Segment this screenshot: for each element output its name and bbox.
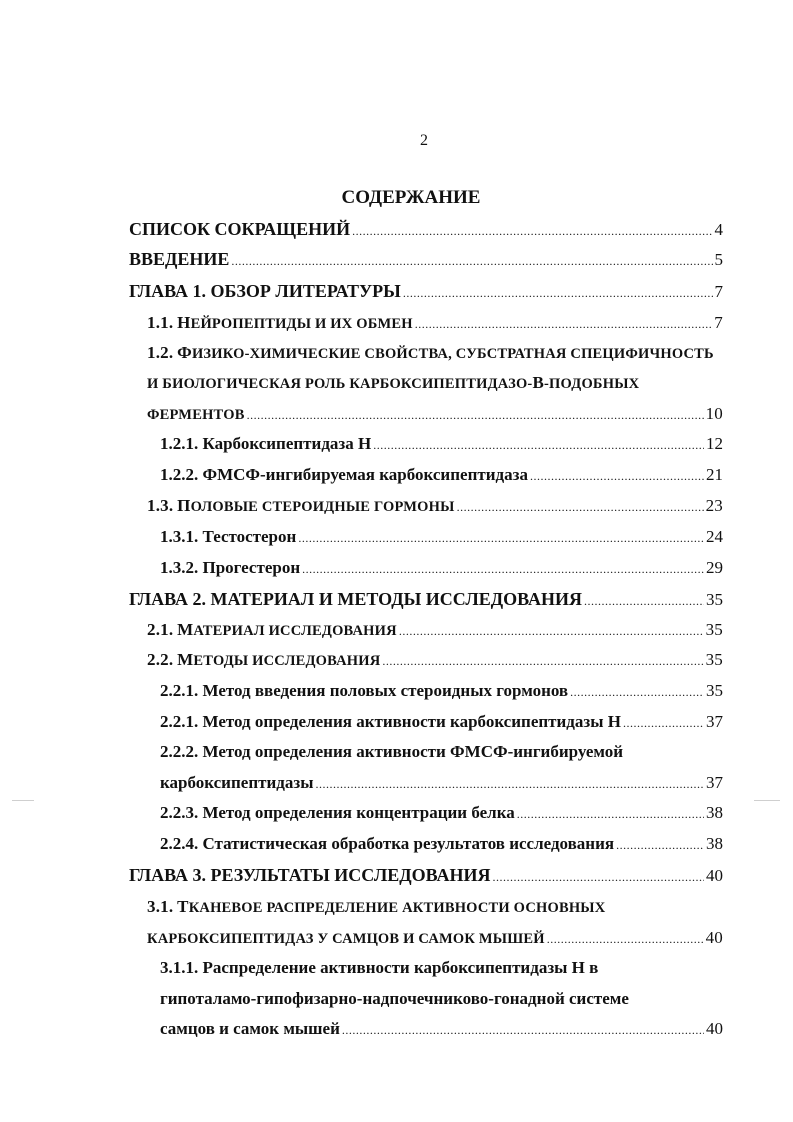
scan-artifact: [12, 800, 34, 801]
toc-entry-title: ГЛАВА 1. ОБЗОР ЛИТЕРАТУРЫ: [129, 281, 401, 301]
toc-dot-leader: [570, 685, 704, 700]
toc-entry-title: [147, 650, 380, 670]
toc-entry-page: 35: [705, 650, 723, 669]
toc-section-number: 3.1.: [147, 897, 174, 916]
toc-dot-leader: [399, 624, 704, 639]
toc-entry-3-1-1-line-3[interactable]: [160, 1019, 723, 1039]
toc-entry-page: 38: [706, 803, 723, 822]
toc-entry-chapter-1[interactable]: [129, 281, 723, 302]
toc-dot-leader: [457, 500, 704, 515]
toc-dot-leader: [302, 562, 704, 577]
toc-entry-2-2-3[interactable]: [160, 803, 723, 823]
toc-dot-leader: [415, 317, 713, 332]
toc-title-continuation: самцов и самок мышей: [160, 1019, 340, 1038]
toc-initial-capital: Н: [177, 313, 191, 332]
toc-title-continuation: КАРБОКСИПЕПТИДАЗ У САМЦОВ И САМОК МЫШЕЙ: [147, 931, 545, 947]
toc-entry-1-1[interactable]: [147, 313, 723, 333]
toc-dot-leader: [403, 286, 713, 301]
toc-entry-page: 40: [705, 928, 723, 947]
toc-dot-leader: [547, 932, 704, 947]
toc-entry-title: 1.2.1. Карбоксипептидаза Н: [160, 434, 372, 453]
toc-title-continuation: И БИОЛОГИЧЕСКАЯ РОЛЬ КАРБОКСИПЕПТИДАЗО-: [147, 376, 533, 392]
toc-entry-2-2-4[interactable]: [160, 834, 723, 854]
toc-entry-3-1-line-2[interactable]: [147, 928, 723, 948]
toc-entry-page: 24: [706, 527, 723, 546]
toc-title-rest: ОЛОВЫЕ СТЕРОИДНЫЕ ГОРМОНЫ: [190, 499, 455, 515]
toc-entry-page: 7: [714, 313, 723, 332]
toc-section-number: 1.1.: [147, 313, 174, 332]
toc-dot-leader: [584, 594, 704, 609]
toc-entry-2-2-2-line-1[interactable]: [160, 742, 623, 762]
toc-entry-page: 35: [705, 620, 723, 639]
toc-entry-1-2-line-3[interactable]: [147, 404, 723, 424]
toc-section-number: 2.2.: [147, 650, 174, 669]
toc-initial-capital: Т: [177, 897, 189, 916]
toc-entry-page: 10: [705, 404, 723, 423]
toc-entry-3-1-1-line-1[interactable]: [160, 958, 598, 978]
toc-title-rest: ЕЙРОПЕПТИДЫ И ИХ ОБМЕН: [190, 316, 413, 332]
toc-entry-page: 23: [705, 496, 723, 515]
toc-entry-page: 37: [706, 773, 723, 792]
scan-artifact: [754, 800, 780, 801]
toc-entry-2-2[interactable]: [147, 650, 723, 670]
toc-section-number: 1.3.: [147, 496, 174, 515]
toc-entry-page: 4: [714, 220, 723, 239]
toc-dot-leader: [352, 224, 712, 239]
toc-dot-leader: [382, 654, 703, 669]
toc-dot-leader: [530, 469, 704, 484]
toc-title-rest: АТЕРИАЛ ИССЛЕДОВАНИЯ: [193, 623, 397, 639]
toc-entry-chapter-2[interactable]: [129, 589, 723, 610]
toc-entry-page: 40: [706, 866, 723, 885]
toc-entry-1-3[interactable]: [147, 496, 723, 516]
toc-entry-title: 2.2.4. Статистическая обработка результатов исследования: [160, 834, 615, 853]
toc-dot-leader: [247, 408, 704, 423]
toc-entry-2-2-1b[interactable]: [160, 712, 723, 732]
toc-entry-3-1-1-line-2[interactable]: [160, 989, 629, 1009]
toc-entry-title: 1.3.2. Прогестерон: [160, 558, 301, 577]
toc-entry-2-1[interactable]: [147, 620, 723, 640]
toc-title-rest: КАНЕВОЕ РАСПРЕДЕЛЕНИЕ АКТИВНОСТИ ОСНОВНЫХ: [188, 900, 606, 916]
toc-initial-capital: Ф: [177, 343, 192, 362]
toc-entry-introduction[interactable]: [129, 249, 723, 270]
toc-title-continuation: карбоксипептидазы: [160, 773, 314, 792]
toc-entry-2-2-1a[interactable]: [160, 681, 723, 701]
toc-entry-page: 35: [706, 590, 723, 609]
toc-entry-title: ВВЕДЕНИЕ: [129, 249, 230, 269]
toc-entry-title: 2.2.1. Метод введения половых стероидных гормонов: [160, 681, 569, 700]
toc-entry-title: СПИСОК СОКРАЩЕНИЙ: [129, 219, 351, 239]
toc-entry-page: 5: [714, 250, 723, 269]
toc-dot-leader: [315, 777, 704, 792]
toc-entry-1-2-2[interactable]: [160, 465, 723, 485]
toc-dot-leader: [231, 254, 712, 269]
toc-initial-capital: М: [177, 620, 194, 639]
toc-entry-title: [147, 620, 397, 640]
toc-entry-1-2-line-2[interactable]: [147, 373, 639, 393]
toc-initial-capital: П: [177, 496, 191, 515]
toc-entry-page: 35: [706, 681, 723, 700]
toc-entry-title: ГЛАВА 2. МАТЕРИАЛ И МЕТОДЫ ИССЛЕДОВАНИЯ: [129, 589, 582, 609]
toc-dot-leader: [298, 531, 704, 546]
toc-title: СОДЕРЖАНИЕ: [341, 187, 481, 208]
toc-section-number: 2.1.: [147, 620, 174, 639]
toc-entry-page: 38: [706, 834, 723, 853]
toc-entry-title: 2.2.2. Метод определения активности ФМСФ-ингибируемой: [160, 742, 624, 761]
toc-entry-1-2-1[interactable]: [160, 434, 723, 454]
page-number: 2: [420, 132, 428, 149]
toc-entry-page: 12: [706, 434, 723, 453]
toc-dot-leader: [373, 438, 704, 453]
toc-entry-page: 21: [706, 465, 723, 484]
toc-entry-chapter-3[interactable]: [129, 865, 723, 886]
toc-entry-abbreviations[interactable]: [129, 219, 723, 240]
toc-entry-page: 40: [706, 1019, 723, 1038]
toc-title-rest: ИЗИКО-ХИМИЧЕСКИЕ СВОЙСТВА, СУБСТРАТНАЯ СПЕЦИФИЧНОСТЬ: [191, 346, 714, 362]
toc-entry-title: [147, 313, 413, 333]
toc-dot-leader: [493, 870, 704, 885]
toc-initial-capital: М: [177, 650, 194, 669]
toc-entry-1-3-1[interactable]: [160, 527, 723, 547]
toc-title-continuation-rest: -ПОДОБНЫХ: [544, 376, 640, 392]
toc-title-continuation: ФЕРМЕНТОВ: [147, 407, 245, 423]
toc-title-continuation: гипоталамо-гипофизарно-надпочечниково-гонадной системе: [160, 989, 629, 1008]
toc-section-number: 1.2.: [147, 343, 174, 362]
toc-entry-2-2-2-line-2[interactable]: [160, 773, 723, 793]
toc-dot-leader: [517, 807, 704, 822]
toc-entry-title: [147, 496, 455, 516]
toc-dot-leader: [342, 1023, 704, 1038]
toc-dot-leader: [623, 716, 704, 731]
toc-title-rest: ЕТОДЫ ИССЛЕДОВАНИЯ: [193, 653, 381, 669]
toc-entry-3-1-line-1[interactable]: [147, 897, 605, 917]
toc-capital-letter: В: [532, 373, 545, 392]
toc-entry-title: 3.1.1. Распределение активности карбоксипептидазы Н в: [160, 958, 599, 977]
toc-entry-title: 1.2.2. ФМСФ-ингибируемая карбоксипептидаза: [160, 465, 528, 484]
toc-entry-1-3-2[interactable]: [160, 558, 723, 578]
toc-entry-1-2-line-1[interactable]: [147, 343, 714, 363]
toc-entry-title: ГЛАВА 3. РЕЗУЛЬТАТЫ ИССЛЕДОВАНИЯ: [129, 865, 491, 885]
toc-entry-title: 2.2.3. Метод определения концентрации белка: [160, 803, 515, 822]
toc-entry-title: 1.3.1. Тестостерон: [160, 527, 297, 546]
toc-dot-leader: [616, 838, 704, 853]
toc-entry-page: 29: [706, 558, 723, 577]
toc-entry-title: 2.2.1. Метод определения активности карбоксипептидазы Н: [160, 712, 621, 731]
toc-entry-page: 7: [714, 282, 723, 301]
toc-entry-page: 37: [706, 712, 723, 731]
